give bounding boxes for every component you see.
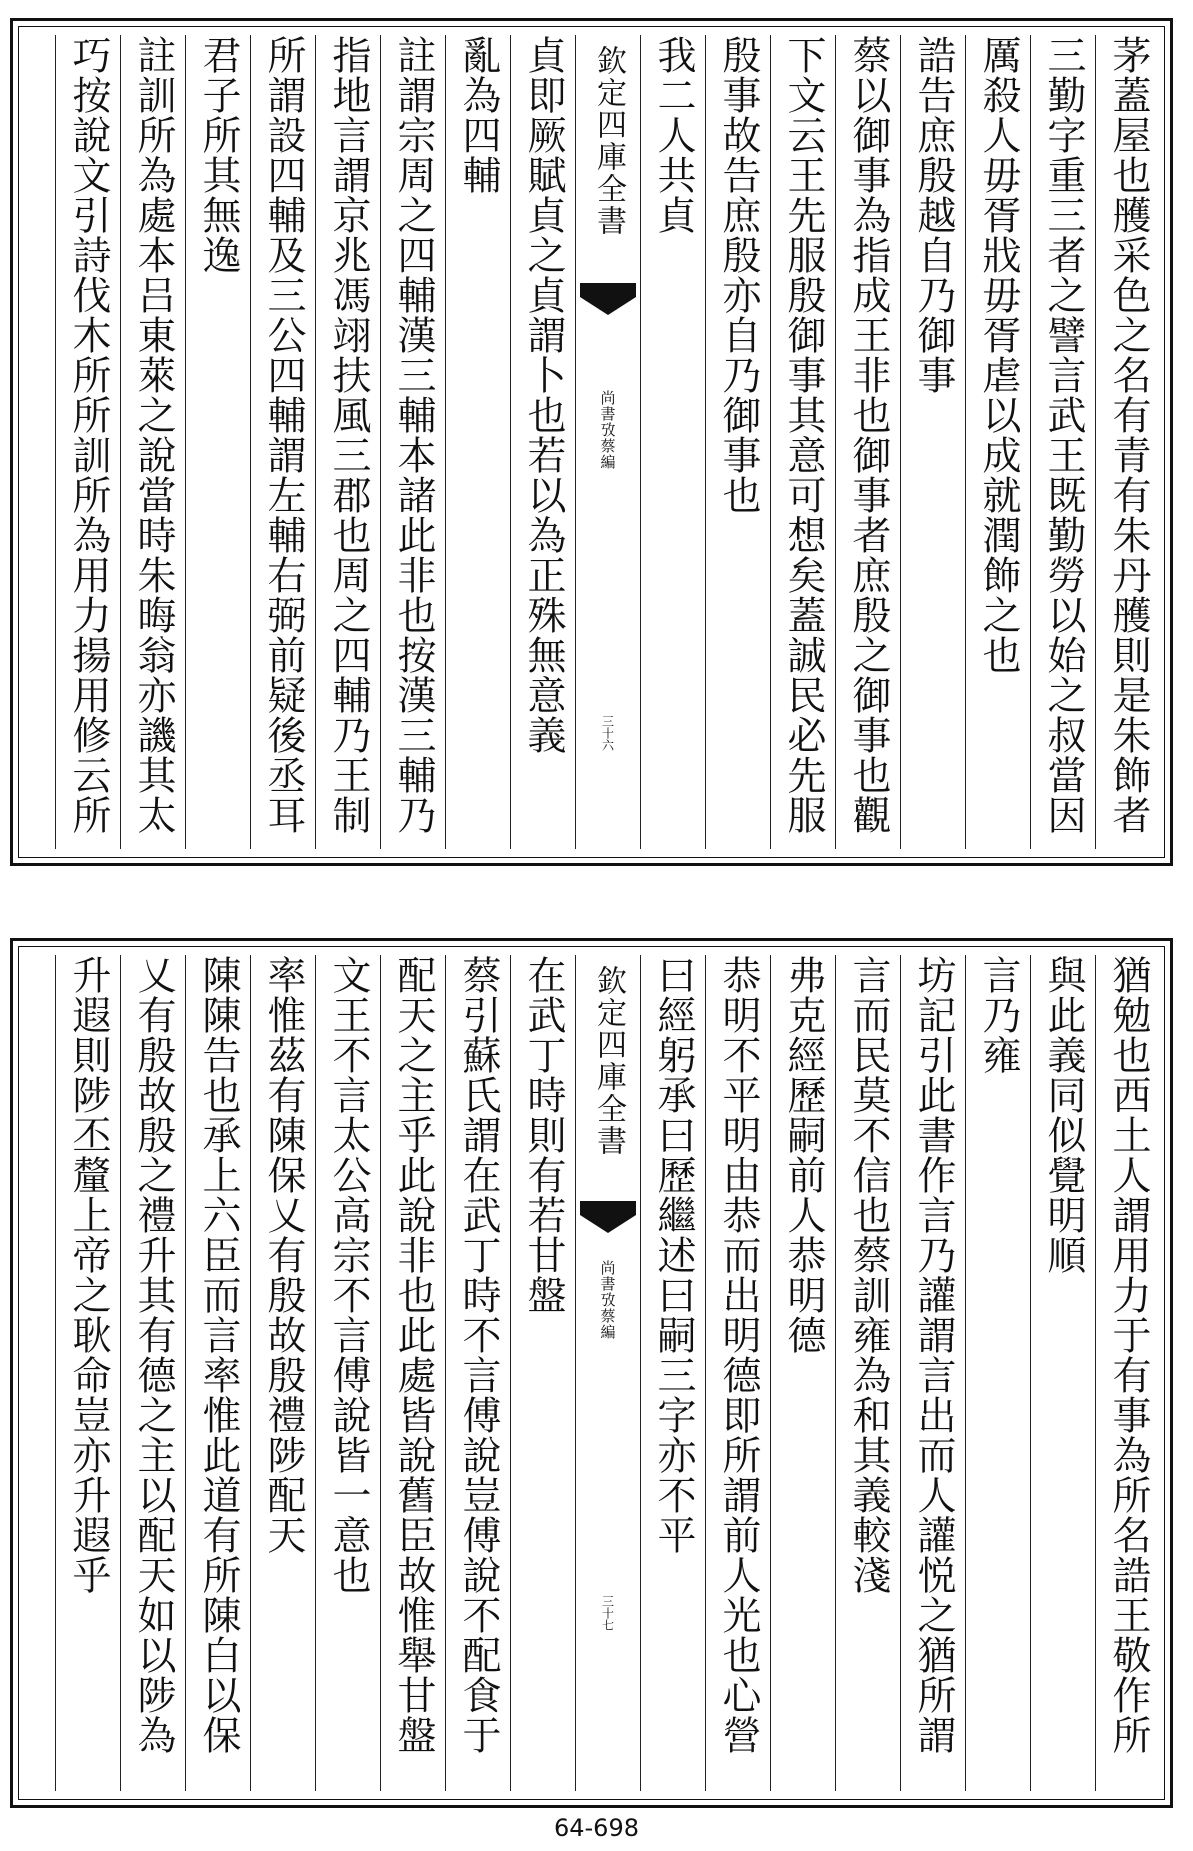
text-column [380,35,445,849]
column-text: 下文云王先服殷御事其意可想矣蓋誠民必先服 [781,35,826,835]
column-text: 誥告庶殷越自乃御事 [911,35,956,395]
book-title: 欽定四庫全書 [591,965,626,1157]
text-column [250,955,315,1791]
column-text: 貞即厥賦貞之貞謂卜也若以為正殊無意義 [521,35,566,755]
text-column [250,35,315,849]
column-text: 茅蓋屋也雘采色之名有青有朱丹雘則是朱飾者 [1106,35,1151,835]
column-text: 亂為四輔 [456,35,501,195]
column-text: 註訓所為處本吕東萊之說當時朱晦翁亦譏其太 [131,35,176,835]
center-fold-column [575,35,640,849]
column-text: 所謂設四輔及三公四輔謂左輔右弼前疑後丞耳 [261,35,306,835]
column-text: 殷事故告庶殷亦自乃御事也 [716,35,761,515]
column-text: 言乃雍 [976,955,1021,1075]
text-column [120,955,185,1791]
column-text: 蔡引蘇氏謂在武丁時不言傅說豈傅說不配食于 [456,955,501,1755]
text-column [835,35,900,849]
text-column [445,35,510,849]
column-text: 蔡以御事為指成王非也御事者庶殷之御事也觀 [846,35,891,835]
text-column [640,35,705,849]
column-text: 我二人共貞 [651,35,696,235]
column-text: 文王不言太公高宗不言傅說皆一意也 [326,955,371,1595]
text-column [380,955,445,1791]
column-text: 猶勉也西土人謂用力于有事為所名誥王敬作所 [1106,955,1151,1755]
column-text: 曰經躬承曰歷繼述曰嗣三字亦不平 [651,955,696,1555]
column-text: 坊記引此書作言乃讙謂言出而人讙悦之猶所謂 [911,955,956,1755]
column-text: 配天之主乎此說非也此處皆說舊臣故惟舉甘盤 [391,955,436,1755]
center-fold-column [575,955,640,1791]
text-column [770,35,835,849]
text-column [1030,955,1095,1791]
text-column [510,35,575,849]
text-column [705,35,770,849]
column-text: 與此義同似覺明順 [1041,955,1086,1275]
chapter-title: 尚書攷蔡編 [598,390,617,470]
column-text: 厲殺人毋胥戕毋胥虐以成就潤飾之也 [976,35,1021,675]
text-column [965,955,1030,1791]
text-column [510,955,575,1791]
folio-number: 三十六 [600,715,615,751]
column-text: 升遐則陟丕釐上帝之耿命豈亦升遐乎 [66,955,111,1595]
page-number: 64-698 [553,1814,639,1842]
column-text: 三勤字重三者之譬言武王既勤勞以始之叔當因 [1041,35,1086,835]
fishtail-mark [580,1215,636,1233]
column-text: 註謂宗周之四輔漢三輔本諸此非也按漢三輔乃 [391,35,436,835]
text-column [315,955,380,1791]
top-page-panel [10,18,1173,866]
column-text: 君子所其無逸 [196,35,241,275]
fishtail-mark [580,283,636,297]
text-column [315,35,380,849]
folio-number: 三十七 [600,1595,615,1631]
text-column [965,35,1030,849]
text-column [55,35,120,849]
text-column [1030,35,1095,849]
text-column [640,955,705,1791]
chapter-title: 尚書攷蔡編 [598,1260,617,1340]
text-column [185,955,250,1791]
column-text: 在武丁時則有若甘盤 [521,955,566,1315]
column-text: 指地言謂京兆馮翊扶風三郡也周之四輔乃王制 [326,35,371,835]
text-column [1095,35,1160,849]
text-column [185,35,250,849]
book-title: 欽定四庫全書 [591,45,626,237]
column-text: 率惟茲有陳保乂有殷故殷禮陟配天 [261,955,306,1555]
column-text: 言而民莫不信也蔡訓雍為和其義較淺 [846,955,891,1595]
column-text: 乂有殷故殷之禮升其有德之主以配天如以陟為 [131,955,176,1755]
text-column [705,955,770,1791]
column-text: 陳陳告也承上六臣而言率惟此道有所陳白以保 [196,955,241,1755]
column-text: 弗克經歷嗣前人恭明德 [781,955,826,1355]
text-column [445,955,510,1791]
column-text: 恭明不平明由恭而出明德即所謂前人光也心營 [716,955,761,1755]
text-column [900,35,965,849]
bottom-page-panel [10,938,1173,1808]
text-column [120,35,185,849]
fishtail-mark [580,1201,636,1215]
fishtail-mark [580,297,636,315]
text-column [900,955,965,1791]
text-column [1095,955,1160,1791]
text-column [55,955,120,1791]
column-text: 巧按說文引詩伐木所所訓所為用力揚用修云所 [66,35,111,835]
text-column [770,955,835,1791]
text-column [835,955,900,1791]
